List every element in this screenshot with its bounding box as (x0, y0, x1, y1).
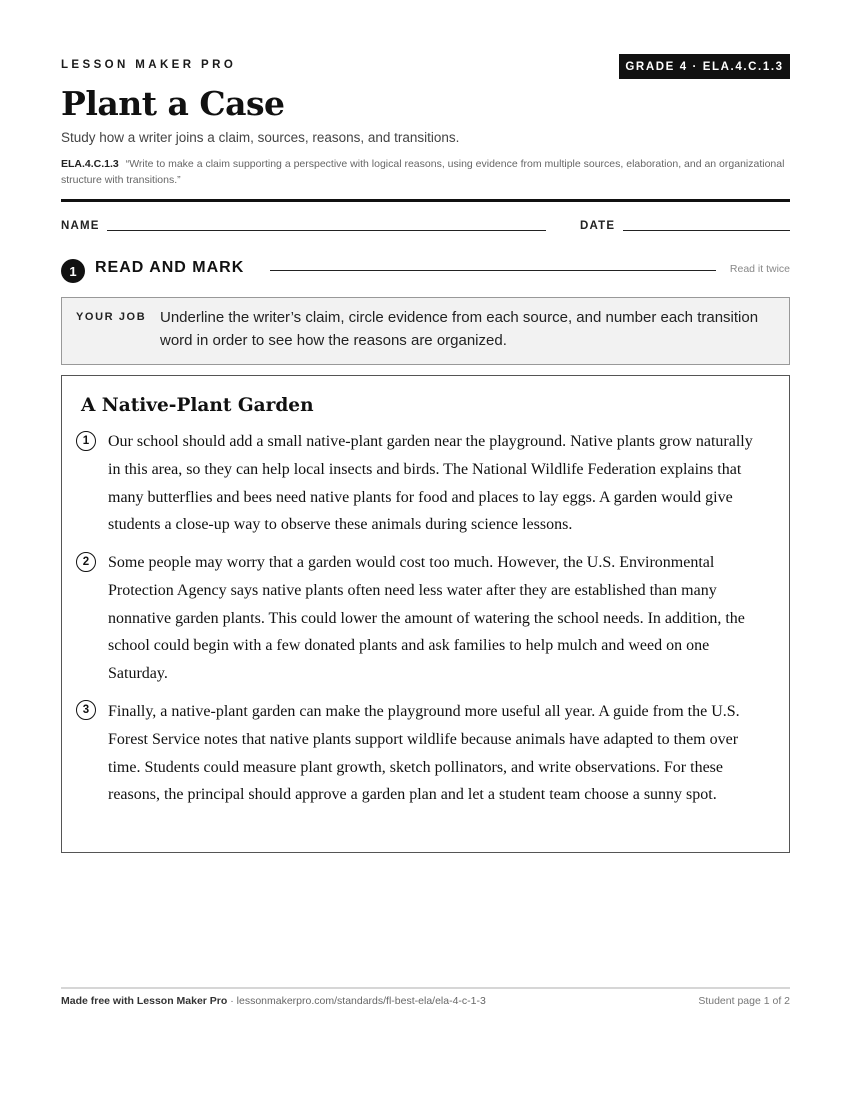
passage-paragraph: Some people may worry that a garden would cost too much. However, the U.S. Environmental Protection Agency says native plants often need less water after they are established than many nonnative garden plants. This could lower the amount of watering the school needs. In addition, the school could begin with a few donated plants and ask families to help mulch and weed on one Saturday. (108, 554, 745, 683)
instructions-box (61, 297, 790, 365)
paragraph-number: 2 (76, 552, 96, 572)
instructions-text: Underline the writer’s claim, circle evidence from each source, and number each transition word in order to see how the reasons are organized. (160, 309, 759, 349)
section-title: READ AND MARK (95, 259, 245, 276)
footer-url[interactable]: lessonmakerpro.com/standards/fl-best-ela/ela-4-c-1-3 (236, 995, 486, 1007)
grade-standard-badge: GRADE 4 · ELA.4.C.1.3 (619, 54, 790, 79)
standard-code: ELA.4.C.1.3 (61, 158, 119, 170)
date-field[interactable] (623, 230, 790, 231)
date-label: DATE (580, 220, 616, 232)
passage-paragraph: Finally, a native-plant garden can make the playground more useful all year. A guide from the U.S. Forest Service notes that native plants support wildlife because animals have adapted to them over time. Students could measure plant growth, sketch pollinators, and write observations. For these reasons, the principal should approve a garden plan and let a student team choose a sunny spot. (108, 703, 740, 804)
footer-separator: · (227, 995, 237, 1007)
standard-text: “Write to make a claim supporting a perspective with logical reasons, using evidence from multiple sources, elaboration, and an organizational structure with transitions.” (61, 158, 785, 186)
footer-credit (61, 995, 486, 1007)
standard-description (61, 156, 790, 188)
paragraph-number: 3 (76, 700, 96, 720)
reading-passage (61, 375, 790, 853)
header-divider (61, 199, 790, 202)
instructions-label: YOUR JOB (76, 311, 147, 323)
footer-made-with: Made free with Lesson Maker Pro (61, 995, 228, 1007)
section-number: 1 (61, 259, 85, 283)
page-subtitle: Study how a writer joins a claim, sources, reasons, and transitions. (61, 130, 460, 145)
name-label: NAME (61, 220, 100, 232)
name-field[interactable] (107, 230, 546, 231)
passage-title: A Native-Plant Garden (81, 395, 314, 416)
brand-name: LESSON MAKER PRO (61, 59, 237, 71)
footer-divider (61, 987, 790, 989)
paragraph-number: 1 (76, 431, 96, 451)
section-rule (270, 270, 716, 271)
section-note: Read it twice (729, 263, 790, 275)
passage-paragraph: Our school should add a small native-plant garden near the playground. Native plants grow naturally in this area, so they can help local insects and birds. The National Wildlife Federation explains that many butterflies and bees need native plants for food and places to lay eggs. A garden would give students a close-up way to observe these animals during science lessons. (108, 433, 753, 534)
page-title: Plant a Case (61, 84, 285, 123)
page-indicator: Student page 1 of 2 (698, 995, 790, 1007)
